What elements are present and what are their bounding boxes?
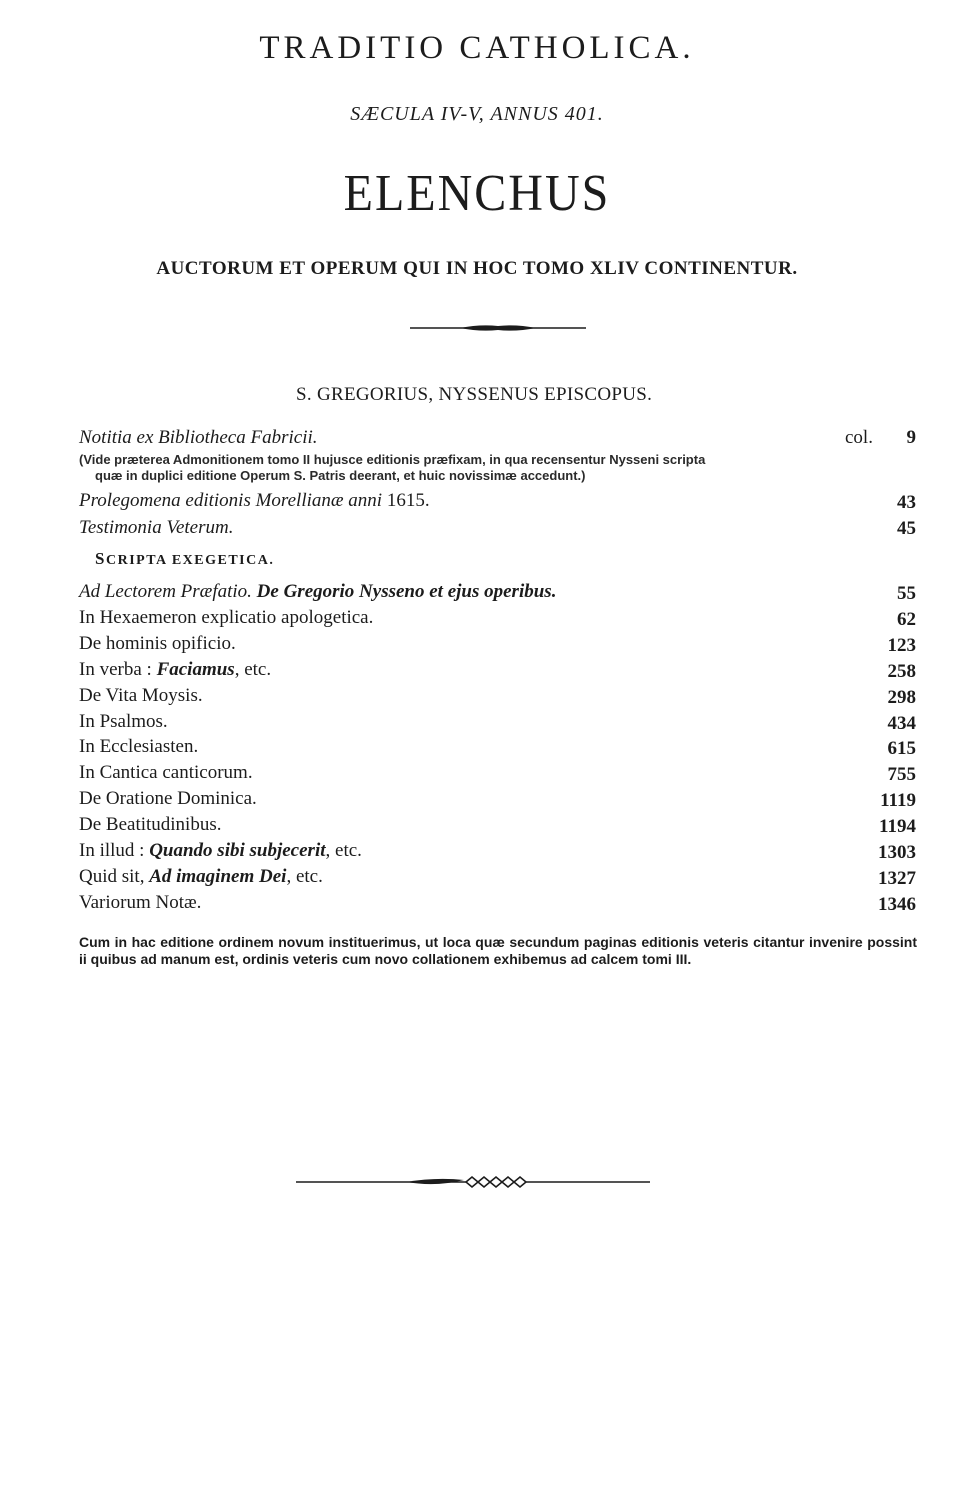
page-title: ELENCHUS bbox=[343, 164, 611, 223]
author-heading: S. GREGORIUS, NYSSENUS EPISCOPUS. bbox=[296, 384, 653, 405]
section-heading-initial: S bbox=[95, 549, 106, 568]
toc-entry-text: , etc. bbox=[234, 659, 272, 680]
col-label: col. bbox=[845, 427, 873, 448]
toc-entry-text: Quid sit, bbox=[79, 866, 150, 887]
toc-entry-text: Faciamus bbox=[156, 659, 235, 680]
toc-entry-text: De Oratione Dominica. bbox=[79, 788, 257, 809]
admonition-note-line-1: (Vide præterea Admonitionem tomo II hujusce editionis præfixam, in qua recensentur Nysseni scripta bbox=[79, 452, 706, 467]
toc-entry-text: Ad imaginem Dei bbox=[149, 866, 287, 887]
toc-entry-text: , etc. bbox=[325, 840, 362, 861]
toc-entry bbox=[79, 866, 323, 888]
toc-entry-text: , etc. bbox=[286, 866, 323, 887]
toc-entry-text: In verba : bbox=[79, 659, 157, 680]
col-number: 62 bbox=[897, 609, 916, 630]
secula-line: SÆCULA IV-V, ANNUS 401. bbox=[350, 103, 604, 125]
col-number: 55 bbox=[897, 583, 916, 604]
col-number: 1327 bbox=[878, 868, 916, 889]
col-number: 123 bbox=[887, 635, 916, 656]
toc-entry bbox=[79, 685, 203, 707]
col-number: 9 bbox=[906, 427, 916, 448]
toc-entry-text: In Cantica canticorum. bbox=[79, 762, 253, 783]
toc-entry-notitia: Notitia ex Bibliotheca Fabricii. bbox=[79, 427, 318, 448]
col-number: 615 bbox=[887, 738, 916, 759]
col-number: 1346 bbox=[878, 894, 916, 915]
toc-entry bbox=[79, 736, 198, 758]
toc-entry-text: In Psalmos. bbox=[79, 711, 168, 732]
section-heading bbox=[95, 549, 274, 569]
toc-entry-testimonia: Testimonia Veterum. bbox=[79, 517, 234, 538]
toc-entry-text: Variorum Notæ. bbox=[79, 892, 202, 913]
toc-entry bbox=[79, 659, 271, 681]
col-number: 1119 bbox=[880, 790, 916, 811]
toc-entry bbox=[79, 762, 253, 784]
toc-entry bbox=[79, 607, 373, 629]
page-subtitle: AUCTORUM ET OPERUM QUI IN HOC TOMO XLIV CONTINENTUR. bbox=[156, 258, 798, 279]
col-number: 1194 bbox=[879, 816, 916, 837]
running-head: TRADITIO CATHOLICA. bbox=[259, 30, 695, 66]
toc-entry-text: De Gregorio Nysseno et ejus operibus. bbox=[256, 581, 557, 602]
toc-entry bbox=[79, 633, 236, 655]
ornamental-rule-top bbox=[410, 322, 586, 334]
col-number: 434 bbox=[887, 713, 916, 734]
col-number: 258 bbox=[887, 661, 916, 682]
col-number: 298 bbox=[887, 687, 916, 708]
toc-entry-text: In illud : bbox=[79, 840, 150, 861]
toc-entry-text: De Vita Moysis. bbox=[79, 685, 203, 706]
toc-entry bbox=[79, 788, 257, 810]
col-number: 755 bbox=[887, 764, 916, 785]
toc-entry bbox=[79, 814, 221, 836]
col-number: 43 bbox=[897, 492, 916, 513]
toc-entry-text: De Beatitudinibus. bbox=[79, 814, 222, 835]
toc-entry-text: De hominis opificio. bbox=[79, 633, 236, 654]
toc-entry bbox=[79, 892, 201, 914]
toc-entry-prolegomena bbox=[79, 490, 430, 512]
toc-entry bbox=[79, 840, 362, 862]
prolegomena-year: 1615. bbox=[386, 490, 430, 511]
col-number: 1303 bbox=[878, 842, 916, 863]
prolegomena-label: Prolegomena editionis Morellianæ anni bbox=[79, 490, 383, 511]
section-heading-rest: CRIPTA EXEGETICA. bbox=[105, 553, 275, 568]
admonition-note-line-2: quæ in duplici editione Operum S. Patris deerant, et huic novissimæ accedunt.) bbox=[95, 468, 586, 483]
footnote: Cum in hac editione ordinem novum instituerimus, ut loca quæ secundum paginas editionis veteris citantur invenire possint ii quibus ad manum est, ordinis veteris cum novo collationem exhibemus ad calcem tomi III. bbox=[79, 934, 917, 967]
toc-entry-text: Ad Lectorem Præfatio. bbox=[79, 581, 257, 602]
toc-entry bbox=[79, 711, 168, 733]
ornamental-rule-bottom bbox=[296, 1172, 650, 1192]
toc-entry-text: In Hexaemeron explicatio apologetica. bbox=[79, 607, 374, 628]
toc-entry-text: In Ecclesiasten. bbox=[79, 736, 199, 757]
col-number: 45 bbox=[897, 518, 916, 539]
toc-entry-text: Quando sibi subjecerit bbox=[149, 840, 326, 861]
toc-entry bbox=[79, 581, 556, 603]
